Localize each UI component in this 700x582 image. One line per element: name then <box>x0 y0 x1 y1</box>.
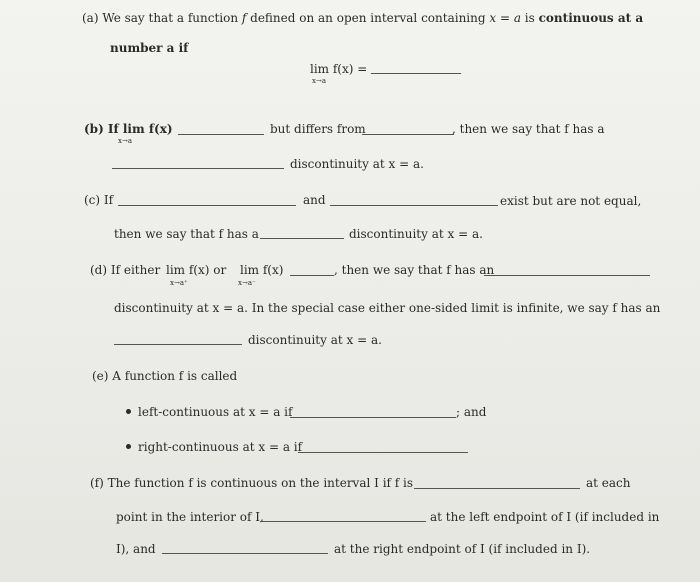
blank-e2[interactable] <box>298 452 468 453</box>
blank-e1[interactable] <box>290 417 456 418</box>
part-e-right: right-continuous at x = a if <box>138 440 303 454</box>
blank-b2[interactable] <box>362 134 454 135</box>
part-a-limit-subscript: x→a <box>312 77 326 85</box>
blank-c1[interactable] <box>118 205 296 206</box>
part-c-exist: exist but are not equal, <box>500 194 642 208</box>
bullet-icon <box>126 444 131 449</box>
part-b-tail: discontinuity at x = a. <box>290 157 424 171</box>
part-a-limit: lim f(x) = <box>310 62 368 76</box>
part-b-limit-subscript: x→a <box>118 137 132 145</box>
blank-c2[interactable] <box>330 205 498 206</box>
blank-f3[interactable] <box>162 553 328 554</box>
part-b-then: , then we say that f has a <box>452 122 605 136</box>
part-f-label: (f) The function f is continuous on the interval I if f is <box>90 476 414 490</box>
blank-f1[interactable] <box>414 488 580 489</box>
part-e-and: ; and <box>456 405 487 419</box>
part-f-line3-pre: I), and <box>116 542 156 556</box>
part-b-label: (b) If lim f(x) <box>84 122 173 136</box>
part-e-label: (e) A function f is called <box>92 369 238 383</box>
part-d-lim2-subscript: x→a⁻ <box>238 279 256 287</box>
part-c-label: (c) If <box>84 193 114 207</box>
blank-d1[interactable] <box>290 275 334 276</box>
part-c-line2-pre: then we say that f has a <box>114 227 259 241</box>
blank-b3[interactable] <box>112 168 284 169</box>
part-f-line2-pre: point in the interior of I, <box>116 510 264 524</box>
part-d-line3: discontinuity at x = a. <box>248 333 382 347</box>
part-f-line2-post: at the left endpoint of I (if included in <box>430 510 660 524</box>
part-d-lim1-subscript: x→a⁺ <box>170 279 188 287</box>
blank-d2[interactable] <box>484 275 650 276</box>
blank-c3[interactable] <box>260 238 344 239</box>
part-c-and: and <box>303 193 326 207</box>
part-b-mid: but differs from <box>270 122 366 136</box>
part-a-line2: number a if <box>110 41 189 55</box>
part-a-line1: (a) We say that a function f defined on an open interval containing x = a is continuous at a <box>82 11 644 25</box>
part-d-line2: discontinuity at x = a. In the special case either one-sided limit is infinite, we say f has an <box>114 301 661 315</box>
part-d-lim2: lim f(x) <box>240 263 284 277</box>
blank-b1[interactable] <box>178 134 264 135</box>
part-e-left: left-continuous at x = a if <box>138 405 293 419</box>
part-d-label: (d) If either <box>90 263 161 277</box>
part-d-then: , then we say that f has an <box>334 263 495 277</box>
blank-d3[interactable] <box>114 344 242 345</box>
bullet-icon <box>126 409 131 414</box>
part-d-lim1: lim f(x) or <box>166 263 227 277</box>
part-f-at-each: at each <box>586 476 631 490</box>
blank-f2[interactable] <box>260 521 426 522</box>
part-c-line2-post: discontinuity at x = a. <box>349 227 483 241</box>
blank-a1[interactable] <box>371 73 461 74</box>
part-f-line3-post: at the right endpoint of I (if included in I). <box>334 542 591 556</box>
